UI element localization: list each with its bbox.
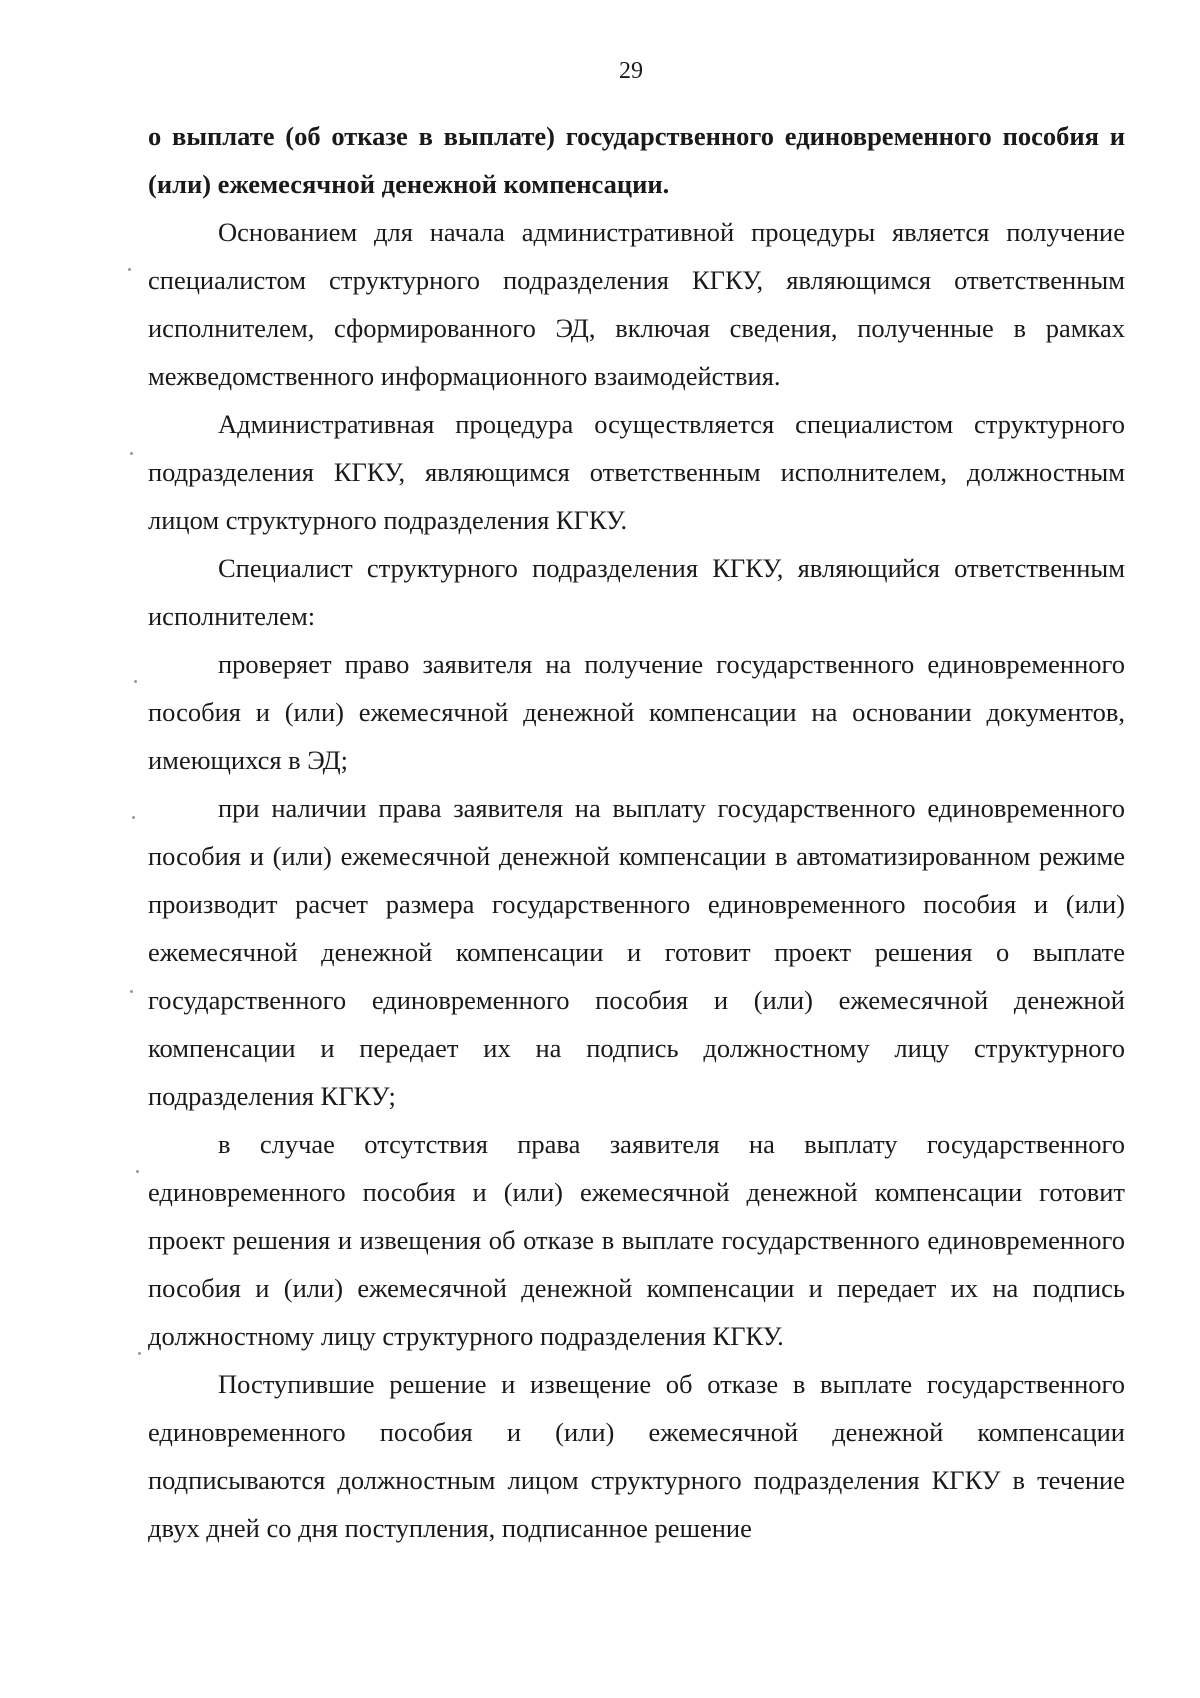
page-number: 29	[619, 58, 643, 84]
paragraph-basis: Основанием для начала административной процедуры является получение специалистом структурного подразделения КГКУ, являющимся ответственным исполнителем, сформированного ЭД, включая сведения, полученные в рамках межведомственного информационного взаимодействия.	[148, 217, 1125, 391]
scan-speck	[138, 1352, 141, 1355]
scan-speck	[130, 990, 133, 993]
paragraph-continuation-heading: о выплате (об отказе в выплате) государственного единовременного пособия и (или) ежемесячной денежной компенсации.	[148, 121, 1125, 199]
scan-speck	[130, 452, 133, 455]
paragraph-specialist-intro: Специалист структурного подразделения КГКУ, являющийся ответственным исполнителем:	[148, 553, 1125, 631]
paragraph-signing: Поступившие решение и извещение об отказе в выплате государственного единовременного пособия и (или) ежемесячной денежной компенсации подписываются должностным лицом структурного подразделения КГКУ в течение двух дней со дня поступления, подписанное решение	[148, 1369, 1125, 1543]
scan-speck	[134, 680, 137, 683]
paragraph-checks-right: проверяет право заявителя на получение государственного единовременного пособия и (или) ежемесячной денежной компенсации на основании документов, имеющихся в ЭД;	[148, 649, 1125, 775]
scan-speck	[136, 1170, 139, 1173]
scan-speck	[128, 268, 131, 271]
paragraph-if-no-right: в случае отсутствия права заявителя на выплату государственного единовременного пособия и (или) ежемесячной денежной компенсации готовит проект решения и извещения об отказе в выплате государственного единовременного пособия и (или) ежемесячной денежной компенсации и передает их на подпись должностному лицу структурного подразделения КГКУ.	[148, 1129, 1125, 1351]
paragraph-procedure-performer: Административная процедура осуществляется специалистом структурного подразделения КГКУ, являющимся ответственным исполнителем, должностным лицом структурного подразделения КГКУ.	[148, 409, 1125, 535]
paragraph-if-right-exists: при наличии права заявителя на выплату государственного единовременного пособия и (или) ежемесячной денежной компенсации в автоматизированном режиме производит расчет размера государственного единовременного пособия и (или) ежемесячной денежной компенсации и готовит проект решения о выплате государственного единовременного пособия и (или) ежемесячной денежной компенсации и передает их на подпись должностному лицу структурного подразделения КГКУ;	[148, 793, 1125, 1111]
document-body	[148, 112, 1125, 1552]
scan-speck	[132, 816, 135, 819]
